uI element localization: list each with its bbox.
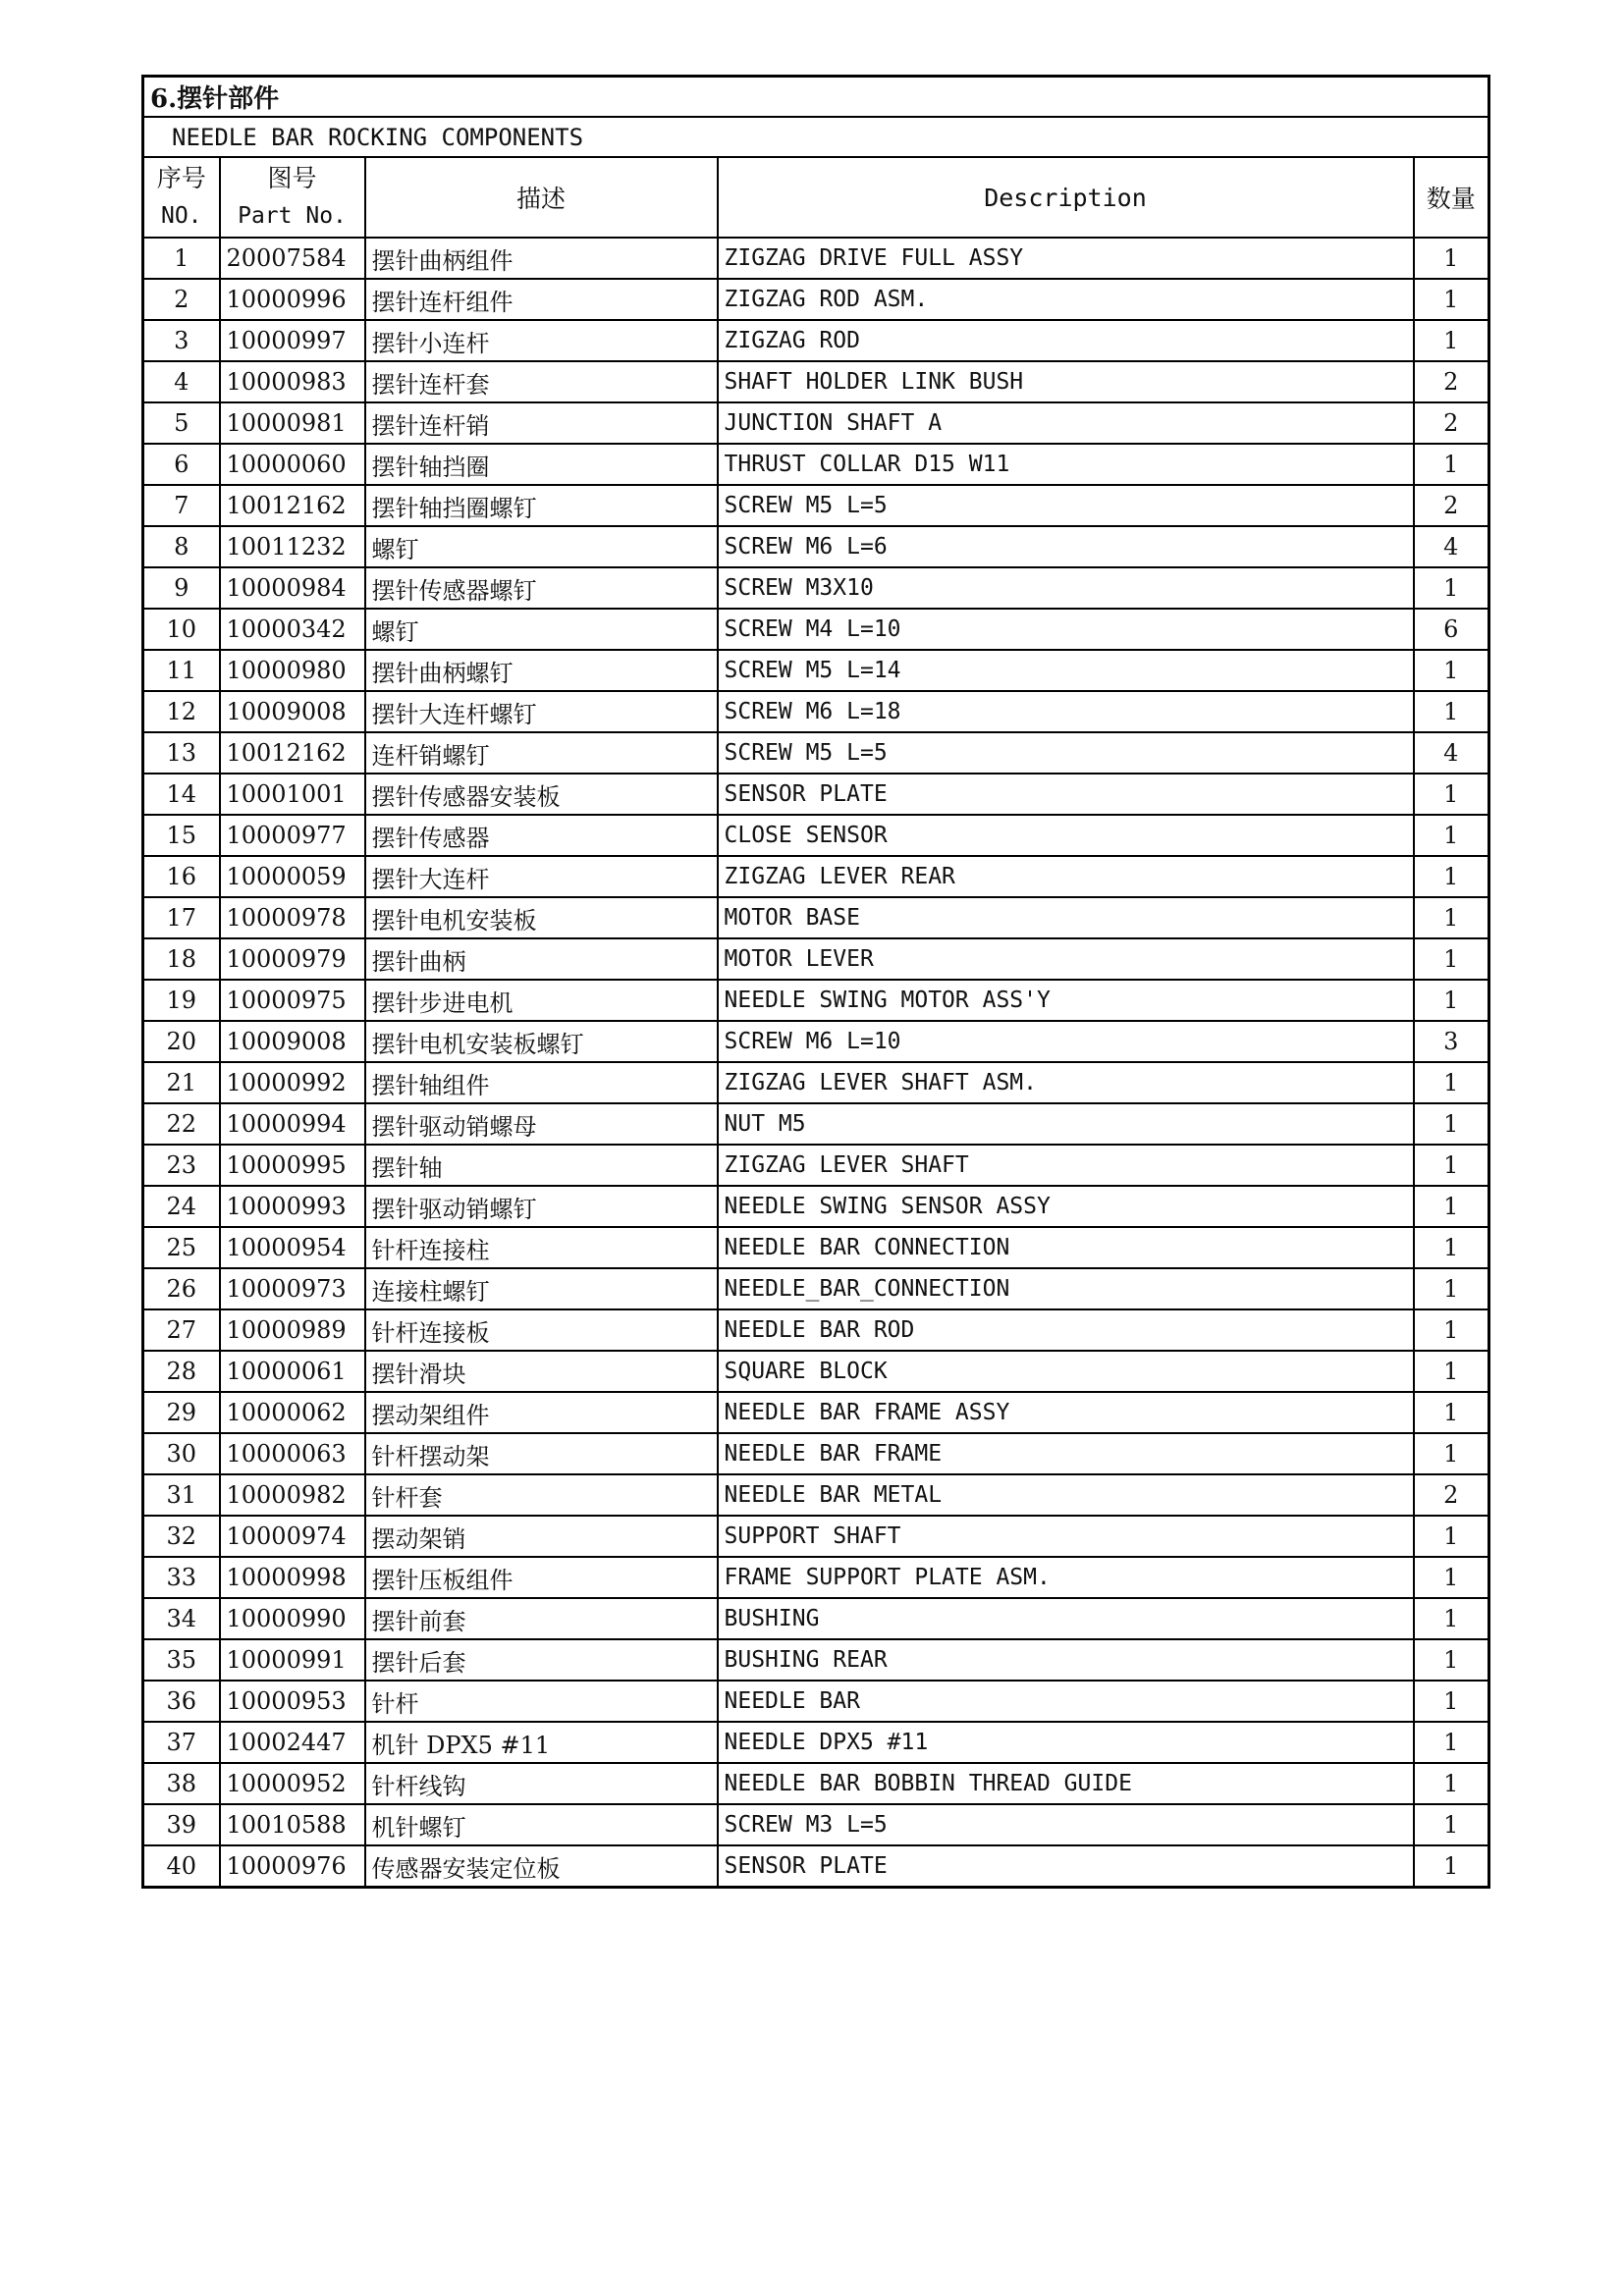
- chinese-description: 摆针大连杆螺钉: [365, 691, 718, 732]
- table-row: [143, 1639, 1489, 1681]
- english-description: SHAFT HOLDER LINK BUSH: [718, 361, 1414, 402]
- table-row: [143, 856, 1489, 897]
- table-row: [143, 1433, 1489, 1474]
- part-number: 10000063: [220, 1433, 365, 1474]
- english-description: SCREW M5 L=14: [718, 650, 1414, 691]
- header-desc-en: Description: [718, 157, 1414, 238]
- chinese-description: 摆针轴组件: [365, 1062, 718, 1103]
- row-number: 10: [143, 609, 220, 650]
- english-description: SCREW M6 L=18: [718, 691, 1414, 732]
- row-number: 18: [143, 938, 220, 980]
- english-description: ZIGZAG DRIVE FULL ASSY: [718, 238, 1414, 279]
- part-number: 10000994: [220, 1103, 365, 1145]
- chinese-description: 针杆套: [365, 1474, 718, 1516]
- table-row: [143, 732, 1489, 774]
- part-number: 10000992: [220, 1062, 365, 1103]
- part-number: 10000060: [220, 444, 365, 485]
- chinese-description: 摆针连杆套: [365, 361, 718, 402]
- row-number: 32: [143, 1516, 220, 1557]
- table-row: [143, 444, 1489, 485]
- chinese-description: 摆针前套: [365, 1598, 718, 1639]
- row-number: 29: [143, 1392, 220, 1433]
- part-number: 10000989: [220, 1309, 365, 1351]
- english-description: SCREW M6 L=6: [718, 526, 1414, 567]
- part-number: 10000059: [220, 856, 365, 897]
- part-number: 10000997: [220, 320, 365, 361]
- quantity: 1: [1414, 238, 1489, 279]
- chinese-description: 连接柱螺钉: [365, 1268, 718, 1309]
- english-description: THRUST COLLAR D15 W11: [718, 444, 1414, 485]
- english-description: BUSHING REAR: [718, 1639, 1414, 1681]
- chinese-description: 摆针轴挡圈螺钉: [365, 485, 718, 526]
- english-description: ZIGZAG ROD: [718, 320, 1414, 361]
- quantity: 1: [1414, 1804, 1489, 1845]
- table-row: [143, 1062, 1489, 1103]
- quantity: 1: [1414, 1309, 1489, 1351]
- chinese-description: 摆针大连杆: [365, 856, 718, 897]
- row-number: 12: [143, 691, 220, 732]
- section-title: 6.摆针部件: [143, 77, 1489, 118]
- chinese-description: 机针 DPX5 #11: [365, 1722, 718, 1763]
- english-description: NUT M5: [718, 1103, 1414, 1145]
- quantity: 1: [1414, 1722, 1489, 1763]
- table-row: [143, 361, 1489, 402]
- part-number: 10000993: [220, 1186, 365, 1227]
- english-description: NEEDLE BAR FRAME ASSY: [718, 1392, 1414, 1433]
- table-row: [143, 1309, 1489, 1351]
- chinese-description: 摆针传感器: [365, 815, 718, 856]
- table-row: [143, 485, 1489, 526]
- row-number: 21: [143, 1062, 220, 1103]
- row-number: 23: [143, 1145, 220, 1186]
- table-row: [143, 1681, 1489, 1722]
- part-number: 10000979: [220, 938, 365, 980]
- quantity: 1: [1414, 1845, 1489, 1888]
- chinese-description: 针杆摆动架: [365, 1433, 718, 1474]
- english-description: SUPPORT SHAFT: [718, 1516, 1414, 1557]
- table-row: [143, 1516, 1489, 1557]
- chinese-description: 针杆连接板: [365, 1309, 718, 1351]
- english-description: NEEDLE DPX5 #11: [718, 1722, 1414, 1763]
- chinese-description: 摆针驱动销螺钉: [365, 1186, 718, 1227]
- english-description: FRAME SUPPORT PLATE ASM.: [718, 1557, 1414, 1598]
- table-row: [143, 567, 1489, 609]
- row-number: 9: [143, 567, 220, 609]
- table-row: [143, 938, 1489, 980]
- quantity: 1: [1414, 856, 1489, 897]
- chinese-description: 针杆: [365, 1681, 718, 1722]
- row-number: 24: [143, 1186, 220, 1227]
- part-number: 10000061: [220, 1351, 365, 1392]
- part-number: 10000973: [220, 1268, 365, 1309]
- english-description: SCREW M4 L=10: [718, 609, 1414, 650]
- row-number: 30: [143, 1433, 220, 1474]
- row-number: 16: [143, 856, 220, 897]
- chinese-description: 螺钉: [365, 526, 718, 567]
- table-row: [143, 980, 1489, 1021]
- english-description: SCREW M5 L=5: [718, 485, 1414, 526]
- quantity: 1: [1414, 1227, 1489, 1268]
- table-row: [143, 1804, 1489, 1845]
- row-number: 31: [143, 1474, 220, 1516]
- quantity: 1: [1414, 1351, 1489, 1392]
- english-description: NEEDLE BAR METAL: [718, 1474, 1414, 1516]
- table-row: [143, 691, 1489, 732]
- chinese-description: 摆针步进电机: [365, 980, 718, 1021]
- quantity: 1: [1414, 1598, 1489, 1639]
- quantity: 1: [1414, 1516, 1489, 1557]
- part-number: 10002447: [220, 1722, 365, 1763]
- english-description: ZIGZAG LEVER REAR: [718, 856, 1414, 897]
- part-number: 10000974: [220, 1516, 365, 1557]
- table-row: [143, 1186, 1489, 1227]
- table-row: [143, 897, 1489, 938]
- table-row: [143, 279, 1489, 320]
- english-description: NEEDLE SWING MOTOR ASS'Y: [718, 980, 1414, 1021]
- chinese-description: 摆针连杆组件: [365, 279, 718, 320]
- table-row: [143, 526, 1489, 567]
- row-number: 7: [143, 485, 220, 526]
- english-description: CLOSE SENSOR: [718, 815, 1414, 856]
- row-number: 5: [143, 402, 220, 444]
- parts-table: [141, 75, 1490, 1889]
- quantity: 1: [1414, 1268, 1489, 1309]
- quantity: 3: [1414, 1021, 1489, 1062]
- chinese-description: 摆动架组件: [365, 1392, 718, 1433]
- row-number: 40: [143, 1845, 220, 1888]
- part-number: 10000996: [220, 279, 365, 320]
- english-description: ZIGZAG LEVER SHAFT: [718, 1145, 1414, 1186]
- row-number: 37: [143, 1722, 220, 1763]
- english-description: NEEDLE SWING SENSOR ASSY: [718, 1186, 1414, 1227]
- chinese-description: 摆针连杆销: [365, 402, 718, 444]
- table-row: [143, 1392, 1489, 1433]
- header-part-cn: 图号: [267, 164, 317, 192]
- chinese-description: 摆针传感器螺钉: [365, 567, 718, 609]
- row-number: 1: [143, 238, 220, 279]
- part-number: 20007584: [220, 238, 365, 279]
- english-description: SCREW M3X10: [718, 567, 1414, 609]
- quantity: 1: [1414, 650, 1489, 691]
- english-description: SQUARE BLOCK: [718, 1351, 1414, 1392]
- table-row: [143, 1474, 1489, 1516]
- part-number: 10000981: [220, 402, 365, 444]
- table-row: [143, 650, 1489, 691]
- chinese-description: 摆动架销: [365, 1516, 718, 1557]
- chinese-description: 传感器安装定位板: [365, 1845, 718, 1888]
- header-no-cn: 序号: [156, 164, 206, 192]
- english-description: ZIGZAG LEVER SHAFT ASM.: [718, 1062, 1414, 1103]
- chinese-description: 针杆连接柱: [365, 1227, 718, 1268]
- row-number: 39: [143, 1804, 220, 1845]
- chinese-description: 螺钉: [365, 609, 718, 650]
- quantity: 2: [1414, 485, 1489, 526]
- chinese-description: 摆针传感器安装板: [365, 774, 718, 815]
- table-row: [143, 774, 1489, 815]
- english-description: SCREW M3 L=5: [718, 1804, 1414, 1845]
- quantity: 1: [1414, 1062, 1489, 1103]
- english-description: NEEDLE BAR BOBBIN THREAD GUIDE: [718, 1763, 1414, 1804]
- row-number: 26: [143, 1268, 220, 1309]
- chinese-description: 连杆销螺钉: [365, 732, 718, 774]
- part-number: 10000991: [220, 1639, 365, 1681]
- quantity: 1: [1414, 1763, 1489, 1804]
- chinese-description: 针杆线钩: [365, 1763, 718, 1804]
- row-number: 25: [143, 1227, 220, 1268]
- english-description: NEEDLE_BAR_CONNECTION: [718, 1268, 1414, 1309]
- row-number: 4: [143, 361, 220, 402]
- english-description: NEEDLE BAR FRAME: [718, 1433, 1414, 1474]
- quantity: 1: [1414, 1557, 1489, 1598]
- chinese-description: 机针螺钉: [365, 1804, 718, 1845]
- table-row: [143, 238, 1489, 279]
- quantity: 1: [1414, 774, 1489, 815]
- header-part: [220, 157, 365, 238]
- row-number: 8: [143, 526, 220, 567]
- quantity: 2: [1414, 361, 1489, 402]
- header-qty: 数量: [1414, 157, 1489, 238]
- part-number: 10000954: [220, 1227, 365, 1268]
- quantity: 1: [1414, 938, 1489, 980]
- quantity: 2: [1414, 1474, 1489, 1516]
- row-number: 15: [143, 815, 220, 856]
- english-description: SENSOR PLATE: [718, 1845, 1414, 1888]
- part-number: 10012162: [220, 732, 365, 774]
- english-description: NEEDLE BAR ROD: [718, 1309, 1414, 1351]
- chinese-description: 摆针压板组件: [365, 1557, 718, 1598]
- quantity: 1: [1414, 444, 1489, 485]
- part-number: 10001001: [220, 774, 365, 815]
- part-number: 10000978: [220, 897, 365, 938]
- english-description: SCREW M5 L=5: [718, 732, 1414, 774]
- quantity: 1: [1414, 1433, 1489, 1474]
- row-number: 2: [143, 279, 220, 320]
- part-number: 10000952: [220, 1763, 365, 1804]
- row-number: 28: [143, 1351, 220, 1392]
- row-number: 35: [143, 1639, 220, 1681]
- english-description: ZIGZAG ROD ASM.: [718, 279, 1414, 320]
- quantity: 1: [1414, 1681, 1489, 1722]
- header-desc-cn: 描述: [365, 157, 718, 238]
- part-number: 10000977: [220, 815, 365, 856]
- row-number: 17: [143, 897, 220, 938]
- part-number: 10000995: [220, 1145, 365, 1186]
- quantity: 1: [1414, 1103, 1489, 1145]
- table-row: [143, 1351, 1489, 1392]
- quantity: 1: [1414, 1639, 1489, 1681]
- chinese-description: 摆针滑块: [365, 1351, 718, 1392]
- quantity: 1: [1414, 567, 1489, 609]
- table-row: [143, 1145, 1489, 1186]
- table-row: [143, 1268, 1489, 1309]
- chinese-description: 摆针曲柄组件: [365, 238, 718, 279]
- chinese-description: 摆针电机安装板: [365, 897, 718, 938]
- quantity: 1: [1414, 1392, 1489, 1433]
- row-number: 27: [143, 1309, 220, 1351]
- table-row: [143, 609, 1489, 650]
- part-number: 10012162: [220, 485, 365, 526]
- table-row: [143, 1763, 1489, 1804]
- quantity: 1: [1414, 1145, 1489, 1186]
- row-number: 19: [143, 980, 220, 1021]
- english-description: BUSHING: [718, 1598, 1414, 1639]
- table-row: [143, 1722, 1489, 1763]
- part-number: 10000062: [220, 1392, 365, 1433]
- part-number: 10000342: [220, 609, 365, 650]
- quantity: 1: [1414, 980, 1489, 1021]
- table-row: [143, 1557, 1489, 1598]
- english-description: NEEDLE BAR: [718, 1681, 1414, 1722]
- quantity: 1: [1414, 279, 1489, 320]
- part-number: 10009008: [220, 691, 365, 732]
- row-number: 14: [143, 774, 220, 815]
- part-number: 10000975: [220, 980, 365, 1021]
- row-number: 33: [143, 1557, 220, 1598]
- quantity: 4: [1414, 732, 1489, 774]
- english-description: SCREW M6 L=10: [718, 1021, 1414, 1062]
- header-no: [143, 157, 220, 238]
- english-description: NEEDLE BAR CONNECTION: [718, 1227, 1414, 1268]
- row-number: 3: [143, 320, 220, 361]
- part-number: 10009008: [220, 1021, 365, 1062]
- table-row: [143, 402, 1489, 444]
- table-row: [143, 1227, 1489, 1268]
- quantity: 2: [1414, 402, 1489, 444]
- row-number: 34: [143, 1598, 220, 1639]
- part-number: 10000976: [220, 1845, 365, 1888]
- part-number: 10000990: [220, 1598, 365, 1639]
- quantity: 1: [1414, 320, 1489, 361]
- quantity: 4: [1414, 526, 1489, 567]
- row-number: 11: [143, 650, 220, 691]
- quantity: 1: [1414, 815, 1489, 856]
- header-no-en: NO.: [160, 203, 202, 229]
- table-row: [143, 1103, 1489, 1145]
- quantity: 1: [1414, 691, 1489, 732]
- table-row: [143, 320, 1489, 361]
- chinese-description: 摆针曲柄螺钉: [365, 650, 718, 691]
- table-row: [143, 1845, 1489, 1888]
- chinese-description: 摆针后套: [365, 1639, 718, 1681]
- part-number: 10000980: [220, 650, 365, 691]
- english-description: MOTOR BASE: [718, 897, 1414, 938]
- row-number: 22: [143, 1103, 220, 1145]
- table-row: [143, 815, 1489, 856]
- header-part-en: Part No.: [238, 203, 347, 229]
- row-number: 6: [143, 444, 220, 485]
- english-description: MOTOR LEVER: [718, 938, 1414, 980]
- table-row: [143, 1598, 1489, 1639]
- quantity: 6: [1414, 609, 1489, 650]
- chinese-description: 摆针小连杆: [365, 320, 718, 361]
- row-number: 20: [143, 1021, 220, 1062]
- quantity: 1: [1414, 897, 1489, 938]
- quantity: 1: [1414, 1186, 1489, 1227]
- part-number: 10010588: [220, 1804, 365, 1845]
- chinese-description: 摆针驱动销螺母: [365, 1103, 718, 1145]
- row-number: 36: [143, 1681, 220, 1722]
- english-description: SENSOR PLATE: [718, 774, 1414, 815]
- chinese-description: 摆针电机安装板螺钉: [365, 1021, 718, 1062]
- part-number: 10000998: [220, 1557, 365, 1598]
- row-number: 13: [143, 732, 220, 774]
- section-subtitle: NEEDLE BAR ROCKING COMPONENTS: [143, 117, 1489, 157]
- table-row: [143, 1021, 1489, 1062]
- english-description: JUNCTION SHAFT A: [718, 402, 1414, 444]
- chinese-description: 摆针轴挡圈: [365, 444, 718, 485]
- part-number: 10000982: [220, 1474, 365, 1516]
- part-number: 10011232: [220, 526, 365, 567]
- chinese-description: 摆针轴: [365, 1145, 718, 1186]
- part-number: 10000953: [220, 1681, 365, 1722]
- part-number: 10000983: [220, 361, 365, 402]
- row-number: 38: [143, 1763, 220, 1804]
- chinese-description: 摆针曲柄: [365, 938, 718, 980]
- part-number: 10000984: [220, 567, 365, 609]
